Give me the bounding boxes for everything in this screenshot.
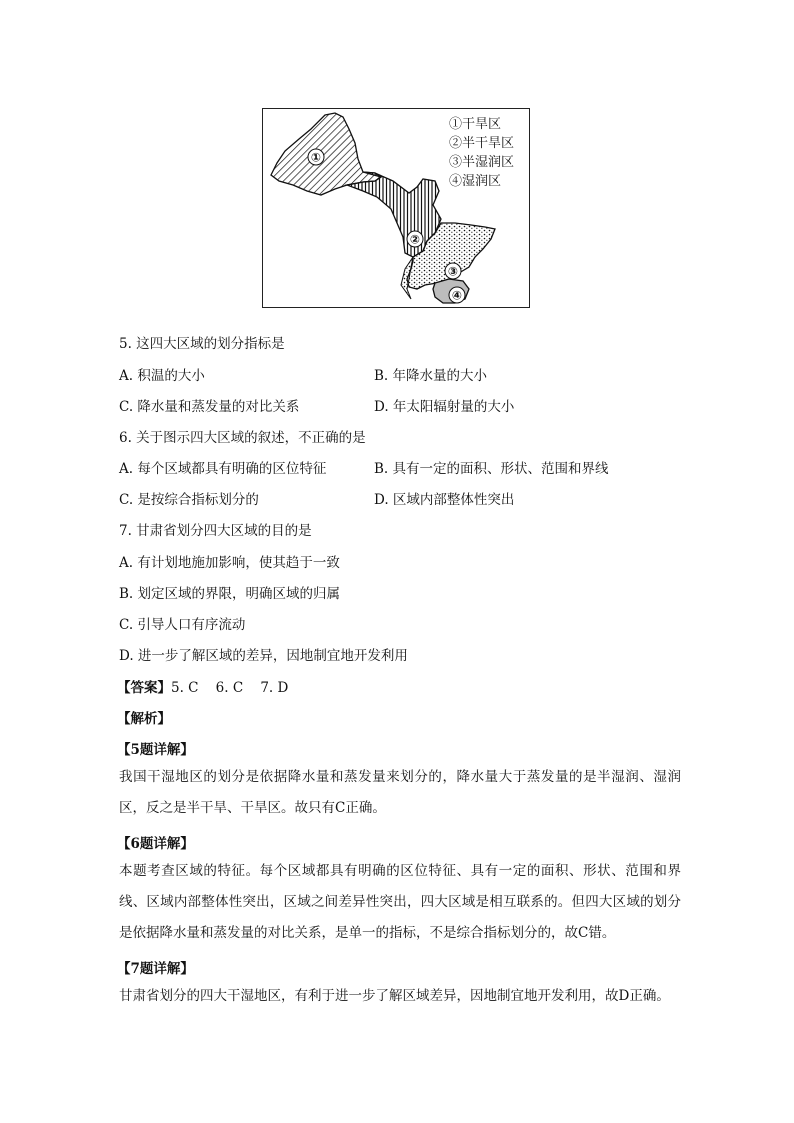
marker-semi-humid: ③ bbox=[447, 264, 459, 279]
legend-item-semi-humid: ③半湿润区 bbox=[449, 155, 515, 170]
question-6-option-b: B. 具有一定的面积、形状、范围和界线 bbox=[374, 461, 609, 477]
legend-item-humid: ④湿润区 bbox=[449, 174, 502, 189]
question-7-option-c: C. 引导人口有序流动 bbox=[119, 617, 246, 633]
analysis-label: 【解析】 bbox=[117, 711, 171, 727]
question-6-option-d: D. 区域内部整体性突出 bbox=[374, 492, 515, 508]
question-7-stem: 7. 甘肃省划分四大区域的目的是 bbox=[119, 523, 312, 539]
question-7-option-b: B. 划定区域的界限，明确区域的归属 bbox=[119, 586, 341, 602]
legend-item-arid: ①干旱区 bbox=[449, 117, 502, 132]
question-6-option-c: C. 是按综合指标划分的 bbox=[119, 492, 259, 508]
analysis-5-heading: 【5题详解】 bbox=[117, 742, 194, 758]
marker-humid: ④ bbox=[451, 288, 463, 303]
question-6-stem: 6. 关于图示四大区域的叙述，不正确的是 bbox=[119, 430, 366, 446]
question-7-option-a: A. 有计划地施加影响，使其趋于一致 bbox=[119, 555, 340, 571]
marker-arid: ① bbox=[310, 150, 322, 165]
map-legend bbox=[449, 115, 514, 191]
question-7-option-d: D. 进一步了解区域的差异，因地制宜地开发利用 bbox=[119, 648, 408, 664]
question-5-stem: 5. 这四大区域的划分指标是 bbox=[119, 336, 285, 352]
answer-line bbox=[117, 676, 288, 696]
question-5-option-b: B. 年降水量的大小 bbox=[374, 368, 488, 384]
answer-label: 【答案】 bbox=[117, 680, 171, 696]
question-5-option-d: D. 年太阳辐射量的大小 bbox=[374, 399, 515, 415]
question-6-option-a: A. 每个区域都具有明确的区位特征 bbox=[119, 461, 327, 477]
legend-item-semi-arid: ②半干旱区 bbox=[449, 136, 515, 151]
answer-text: 5. C 6. C 7. D bbox=[171, 680, 289, 696]
analysis-5-text: 我国干湿地区的划分是依据降水量和蒸发量来划分的，降水量大于蒸发量的是半湿润、湿润区，反之是半干旱、干旱区。故只有C正确。 bbox=[119, 769, 681, 816]
marker-semi-arid: ② bbox=[409, 232, 421, 247]
gansu-zones-map-figure bbox=[262, 108, 530, 308]
analysis-6-text: 本题考查区域的特征。每个区域都具有明确的区位特征、具有一定的面积、形状、范围和界线、区域内部整体性突出，区域之间差异性突出，四大区域是相互联系的。但四大区域的划分是依据降水量和蒸发量的对比关系，是单一的指标，不是综合指标划分的，故C错。 bbox=[119, 863, 681, 941]
analysis-6-heading: 【6题详解】 bbox=[117, 836, 194, 852]
question-5-option-c: C. 降水量和蒸发量的对比关系 bbox=[119, 399, 300, 415]
question-5-option-a: A. 积温的大小 bbox=[119, 368, 205, 384]
analysis-7-text: 甘肃省划分的四大干湿地区，有利于进一步了解区域差异，因地制宜地开发利用，故D正确。 bbox=[119, 988, 670, 1004]
analysis-7-heading: 【7题详解】 bbox=[117, 961, 194, 977]
